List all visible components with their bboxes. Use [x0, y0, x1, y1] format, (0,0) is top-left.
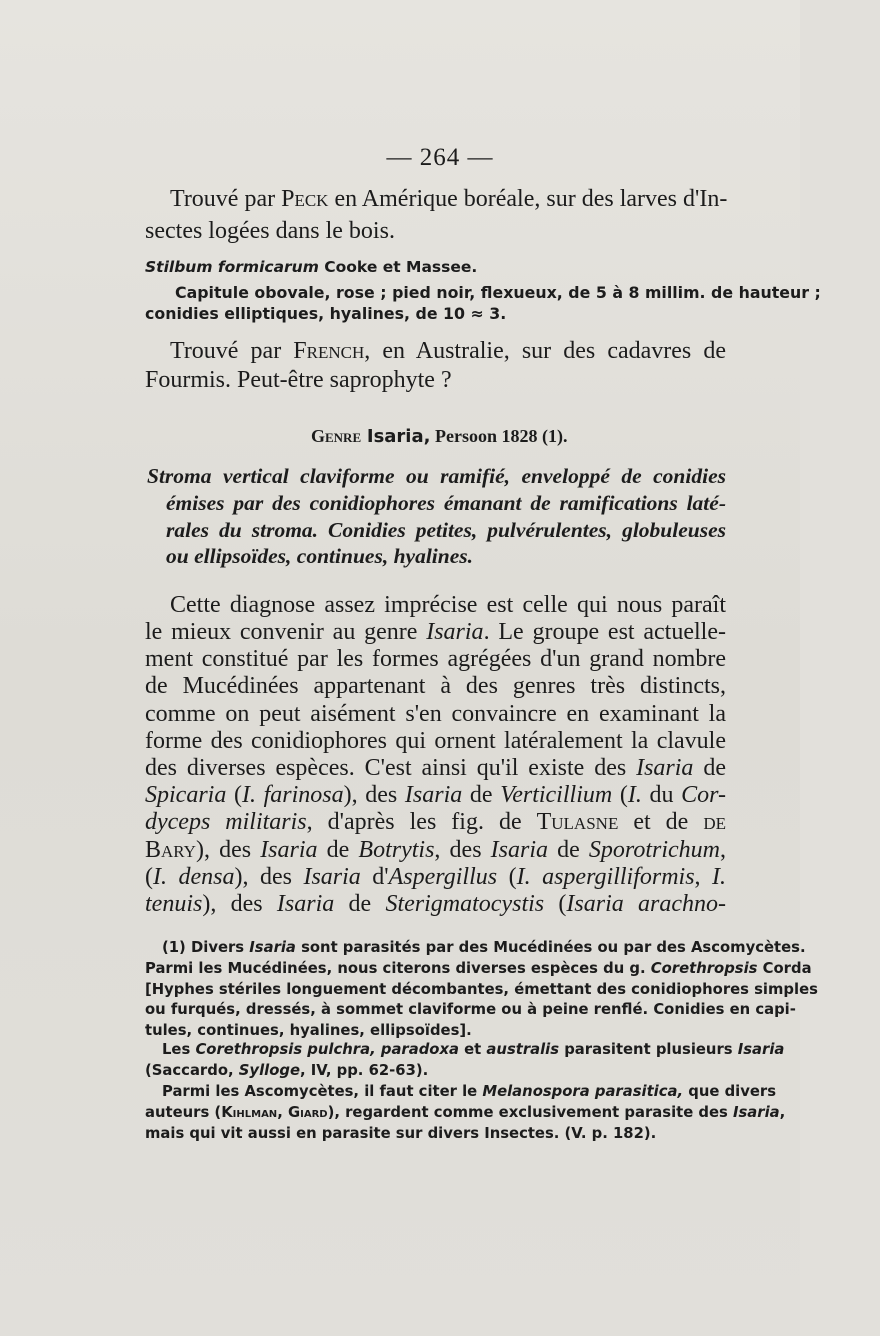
text-line: émises par des conidiophores émanant de ramifications laté- [166, 491, 726, 515]
genus-diagnosis-cont [166, 490, 726, 570]
text-line: ou ellipsoïdes, continues, hyalines. [166, 544, 474, 568]
text-line: comme on peut aisément s'en convaincre en examinant la [145, 700, 726, 727]
page-number: — 264 — [386, 144, 494, 171]
text-line: Capitule obovale, rose ; pied noir, flexueux, de 5 à 8 millim. de hauteur ; [175, 283, 821, 302]
species-authors: Cooke et Massee. [318, 258, 478, 276]
text-line: (Saccardo, Sylloge, IV, pp. 62-63). [145, 1062, 429, 1079]
text-line: ment constitué par les formes agrégées d'un grand nombre [145, 646, 726, 673]
footnote-2-cont [145, 1061, 726, 1082]
genus-authority: Persoon 1828 (1). [430, 426, 568, 446]
species-name: Stilbum formicarum [145, 258, 319, 276]
intro-paragraph-cont [145, 218, 726, 245]
text-line: des diverses espèces. C'est ainsi qu'il existe des Isaria de [145, 755, 726, 782]
text-line: Trouvé par French, en Australie, sur des cadavres de [170, 338, 726, 364]
text-line: ou furqués, dressés, à sommet claviforme ou à peine renflé. Conidies en capi- [145, 1001, 796, 1019]
text-line: Bary), des Isaria de Botrytis, des Isaria de Sporotrichum, [145, 836, 726, 863]
text-line: Parmi les Ascomycètes, il faut citer le Melanospora parasitica, que divers [162, 1083, 777, 1100]
species-description-cont [145, 303, 726, 324]
main-paragraph [170, 592, 726, 619]
intro-paragraph [170, 186, 726, 213]
footnote-1-cont [145, 959, 818, 1041]
text-line: tules, continues, hyalines, ellipsoïdes]. [145, 1021, 472, 1039]
author-name: Peck [281, 186, 329, 212]
found-paragraph-cont [145, 367, 726, 394]
species-description [175, 282, 821, 303]
found-paragraph [170, 338, 726, 365]
text-line: (I. densa), des Isaria d'Aspergillus (I. aspergilliformis, I. [145, 863, 727, 890]
text-line: Parmi les Mucédinées, nous citerons diverses espèces du g. Corethropsis Corda [145, 960, 812, 977]
text-line: tenuis), des Isaria de Sterigmatocystis (Isaria arachno- [145, 891, 727, 918]
text-line: Trouvé par Peck en Amérique boréale, sur des larves d'In- [170, 186, 728, 212]
genus-diagnosis [147, 463, 726, 490]
text-line: Stroma vertical claviforme ou ramifié, enveloppé de conidies [147, 464, 726, 488]
footnote-3-cont [145, 1103, 786, 1144]
genus-heading [311, 425, 567, 448]
species-heading [145, 256, 477, 278]
text-line: rales du stroma. Conidies petites, pulvérulentes, globuleuses [166, 517, 726, 542]
text-line: [Hyphes stériles longuement décombantes, émettant des conidiophores simples [145, 980, 818, 998]
text-line: (1) Divers Isaria sont parasités par des Mucédinées ou par des Ascomycètes. [162, 939, 806, 956]
author-name: French [293, 338, 365, 364]
text-line: Spicaria (I. farinosa), des Isaria de Verticillium (I. du Cor- [145, 782, 726, 809]
text-line: Les Corethropsis pulchra, paradoxa et australis parasitent plusieurs Isaria [162, 1041, 785, 1058]
genus-name: Isaria, [366, 426, 431, 447]
footnote-2 [162, 1040, 785, 1061]
genus-label: Genre [311, 426, 362, 446]
text-line: auteurs (Kihlman, Giard), regardent comme exclusivement parasite des Isaria, [145, 1104, 786, 1121]
text-line: sectes logées dans le bois. [145, 218, 395, 244]
text-line: dyceps militaris, d'après les fig. de Tulasne et de de [145, 809, 726, 836]
text-line: mais qui vit aussi en parasite sur divers Insectes. (V. p. 182). [145, 1124, 657, 1142]
text-line: Cette diagnose assez imprécise est celle qui nous paraît [170, 592, 726, 618]
main-paragraph-cont [145, 619, 726, 918]
footnote-1 [162, 938, 806, 959]
text-line: forme des conidiophores qui ornent latéralement la clavule [145, 727, 726, 754]
text-line: de Mucédinées appartenant à des genres très distincts, [145, 673, 726, 700]
text-line: le mieux convenir au genre Isaria. Le groupe est actuelle- [145, 619, 726, 645]
text-line: Fourmis. Peut-être saprophyte ? [145, 367, 452, 393]
footnote-3 [162, 1082, 777, 1103]
text-line: conidies elliptiques, hyalines, de 10 ≈ 3. [145, 304, 507, 323]
